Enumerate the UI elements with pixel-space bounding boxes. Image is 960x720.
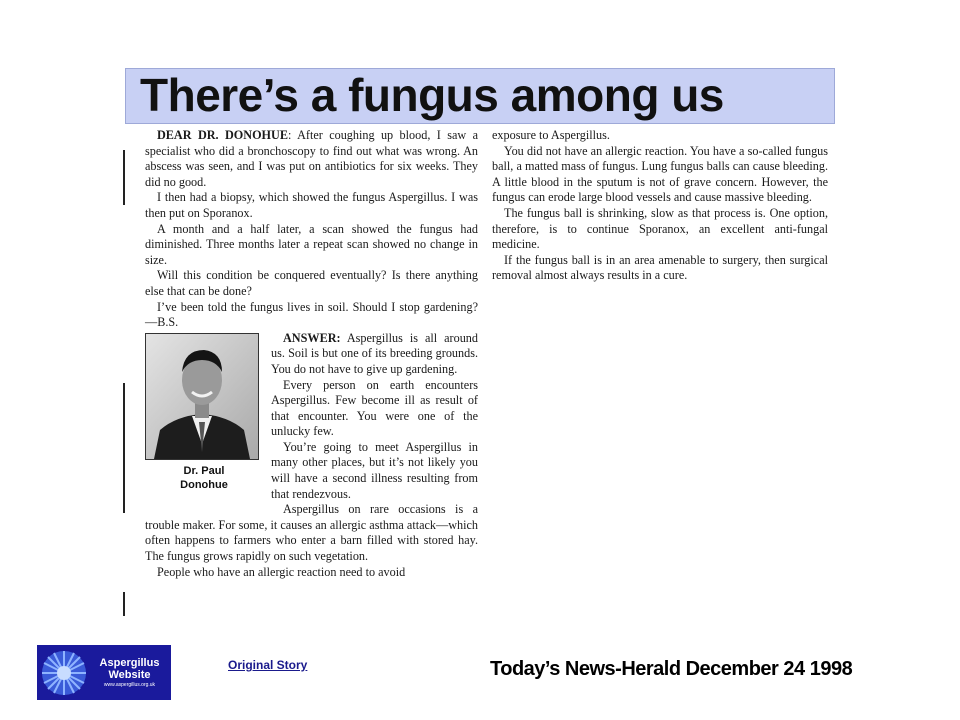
photo-caption <box>145 464 263 492</box>
logo-line: Website <box>108 668 151 681</box>
article-paragraph: You did not have an allergic reaction. You have a so-called fungus ball, a matted mass of fungus. Lung fungus balls can cause bleeding. A little blood in the sputum is not of grave concern. However, the fungus can erode large blood vessels and cause massive bleeding. <box>492 143 828 205</box>
photo-wrap-block <box>145 331 478 503</box>
article-paragraph: People who have an allergic reaction need to avoid <box>157 564 406 579</box>
original-story-link[interactable]: Original Story <box>228 658 308 672</box>
article-paragraph: A month and a half later, a scan showed the fungus had diminished. Three months later a repeat scan showed no change in size. <box>145 221 478 267</box>
article-paragraph: Will this condition be conquered eventually? Is there anything else that can be done? <box>145 268 478 298</box>
author-photo-box <box>145 333 263 503</box>
article-paragraph: Aspergillus on rare occasions is a trouble maker. For some, it causes an allergic asthma attack—which often happens to farmers who enter a barn filled with stored hay. The fungus grows rapidly on such vegetation. <box>145 502 478 564</box>
article-paragraph: The fungus ball is shrinking, slow as that process is. One option, therefore, is to continue Sporanox, an excellent anti-fungal medicine. <box>492 205 828 252</box>
article-paragraph: If the fungus ball is in an area amenable to surgery, then surgical removal almost always results in a cure. <box>492 252 828 283</box>
article-paragraph: I’ve been told the fungus lives in soil. Should I stop gardening?—B.S. <box>145 299 478 330</box>
author-photo <box>145 333 259 460</box>
article-paragraph: exposure to Aspergillus. <box>492 128 610 142</box>
source-citation: Today’s News-Herald December 24 1998 <box>490 658 853 680</box>
portrait-image <box>146 334 258 459</box>
article-paragraph: Every person on earth encounters Aspergillus. Few become ill as result of that encounter. You were one of the unlucky few. <box>271 377 478 439</box>
paragraph-text: : After coughing up blood, I saw a specialist who did a bronchoscopy to find out what was wrong. An abscess was seen, and I was put on antibiotics for six weeks. They did no good. <box>145 128 479 189</box>
paragraph-text: Aspergillus is all around us. Soil is but one of its breeding grounds. You do not have to give up gardening. <box>271 330 478 376</box>
article-paragraph <box>145 128 478 190</box>
logo-url: www.aspergillus.org.uk <box>103 681 156 688</box>
logo-line: Aspergillus <box>99 656 160 669</box>
photo-caption-line: Dr. Paul <box>183 464 225 477</box>
salutation: DEAR DR. DONOHUE <box>157 128 288 142</box>
answer-label: ANSWER: <box>283 330 341 345</box>
photo-caption-line: Donohue <box>180 478 228 491</box>
article-column-2 <box>492 128 828 284</box>
article-paragraph: I then had a biopsy, which showed the fungus Aspergillus. I was then put on Sporanox. <box>145 190 478 220</box>
aspergillus-website-logo[interactable] <box>37 645 171 700</box>
article-headline: There’s a fungus among us <box>125 68 835 124</box>
article-column-1 <box>145 128 478 580</box>
clipping-edge-mark <box>123 383 125 513</box>
clipping-edge-mark <box>123 150 125 205</box>
fungus-flower-icon <box>40 649 88 697</box>
clipping-edge-mark <box>123 592 125 616</box>
article-paragraph: You’re going to meet Aspergillus in many other places, but it’s not likely you will have a second illness resulting from that rendezvous. <box>271 439 478 501</box>
logo-text <box>88 657 171 689</box>
